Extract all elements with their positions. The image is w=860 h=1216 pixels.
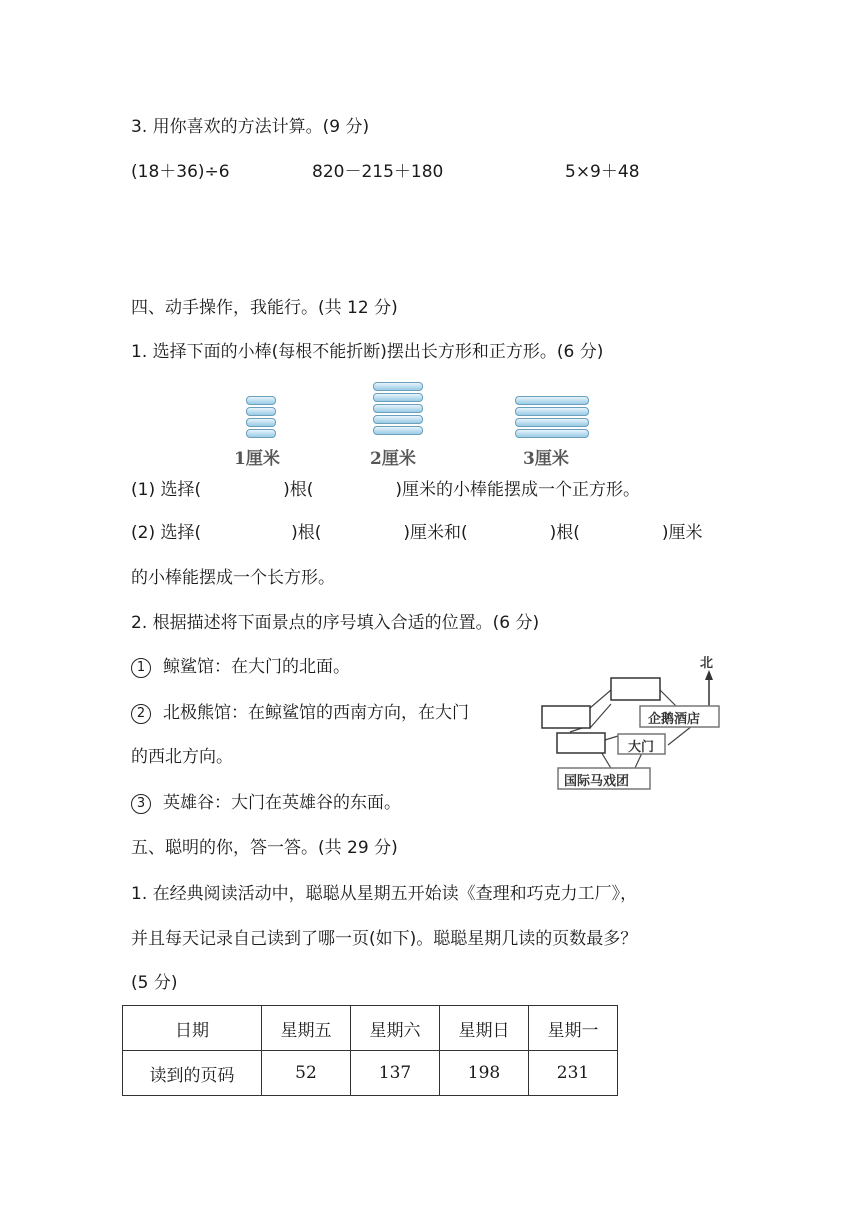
circled-number: 2 <box>131 704 151 724</box>
item-text: 鲸鲨馆：在大门的北面。 <box>163 657 350 677</box>
table-cell: 星期六 <box>351 1006 440 1051</box>
table-cell: 星期一 <box>529 1006 618 1051</box>
table-cell: 星期五 <box>262 1006 351 1051</box>
s4-q1-sub2 <box>131 522 703 544</box>
table-cell: 231 <box>529 1051 618 1096</box>
s4-q1-sub2-line2: 的小棒能摆成一个长方形。 <box>131 568 335 588</box>
penguin-hotel-label: 企鹅酒店 <box>648 712 701 727</box>
s4-q2-title: 2. 根据描述将下面景点的序号填入合适的位置。(6 分) <box>131 613 540 633</box>
sticks-2cm <box>373 382 423 438</box>
q3-title: 3. 用你喜欢的方法计算。(9 分) <box>131 117 370 137</box>
s4-q1-title: 1. 选择下面的小棒(每根不能折断)摆出长方形和正方形。(6 分) <box>131 342 604 362</box>
sub1-p2: )根( <box>283 480 314 500</box>
table-row <box>123 1051 618 1096</box>
table-cell: 137 <box>351 1051 440 1096</box>
item-text: 英雄谷：大门在英雄谷的东面。 <box>163 793 401 813</box>
stick-label-2cm: 2厘米 <box>370 449 416 469</box>
s4-q2-item-1 <box>131 656 350 678</box>
sub2-p3: )厘米和( <box>403 523 468 543</box>
sub2-p2: )根( <box>291 523 322 543</box>
stick-label-1cm: 1厘米 <box>234 449 280 469</box>
circled-number: 1 <box>131 658 151 678</box>
table-cell: 52 <box>262 1051 351 1096</box>
sub2-p4: )根( <box>549 523 580 543</box>
section-5-title: 五、聪明的你，答一答。(共 29 分) <box>131 838 398 858</box>
table-cell: 读到的页码 <box>123 1051 262 1096</box>
sub1-p3: )厘米的小棒能摆成一个正方形。 <box>395 480 641 500</box>
s5-q1-line1: 1. 在经典阅读活动中，聪聪从星期五开始读《查理和巧克力工厂》， <box>131 884 638 904</box>
sticks-3cm <box>515 396 589 438</box>
s4-q2-item-3 <box>131 792 401 814</box>
stick-label-3cm: 3厘米 <box>523 449 569 469</box>
table-cell: 198 <box>440 1051 529 1096</box>
table-cell: 日期 <box>123 1006 262 1051</box>
expression-3: 5×9＋48 <box>565 162 640 182</box>
s5-q1-line2: 并且每天记录自己读到了哪一页(如下)。聪聪星期几读的页数最多？ <box>131 929 638 949</box>
s4-q2-item-2-cont: 的西北方向。 <box>131 747 233 767</box>
circus-label: 国际马戏团 <box>564 774 630 789</box>
expression-1: (18＋36)÷6 <box>131 162 230 182</box>
sub2-prefix: (2) 选择( <box>131 523 202 543</box>
north-label: 北 <box>700 656 714 671</box>
expression-2: 820－215＋180 <box>312 162 444 182</box>
sub1-prefix: (1) 选择( <box>131 480 202 500</box>
circled-number: 3 <box>131 794 151 814</box>
table-cell: 星期日 <box>440 1006 529 1051</box>
gate-label: 大门 <box>628 740 655 755</box>
table-header-row <box>123 1006 618 1051</box>
s4-q1-sub1 <box>131 479 640 501</box>
sub2-p5: )厘米 <box>661 523 703 543</box>
section-4-title: 四、动手操作，我能行。(共 12 分) <box>131 298 398 318</box>
item-text: 北极熊馆：在鲸鲨馆的西南方向，在大门 <box>163 703 469 723</box>
sticks-1cm <box>246 396 276 438</box>
s4-q2-item-2 <box>131 702 469 724</box>
reading-table <box>122 1005 618 1096</box>
s5-q1-line3: (5 分) <box>131 973 178 993</box>
map-diagram <box>540 650 730 800</box>
